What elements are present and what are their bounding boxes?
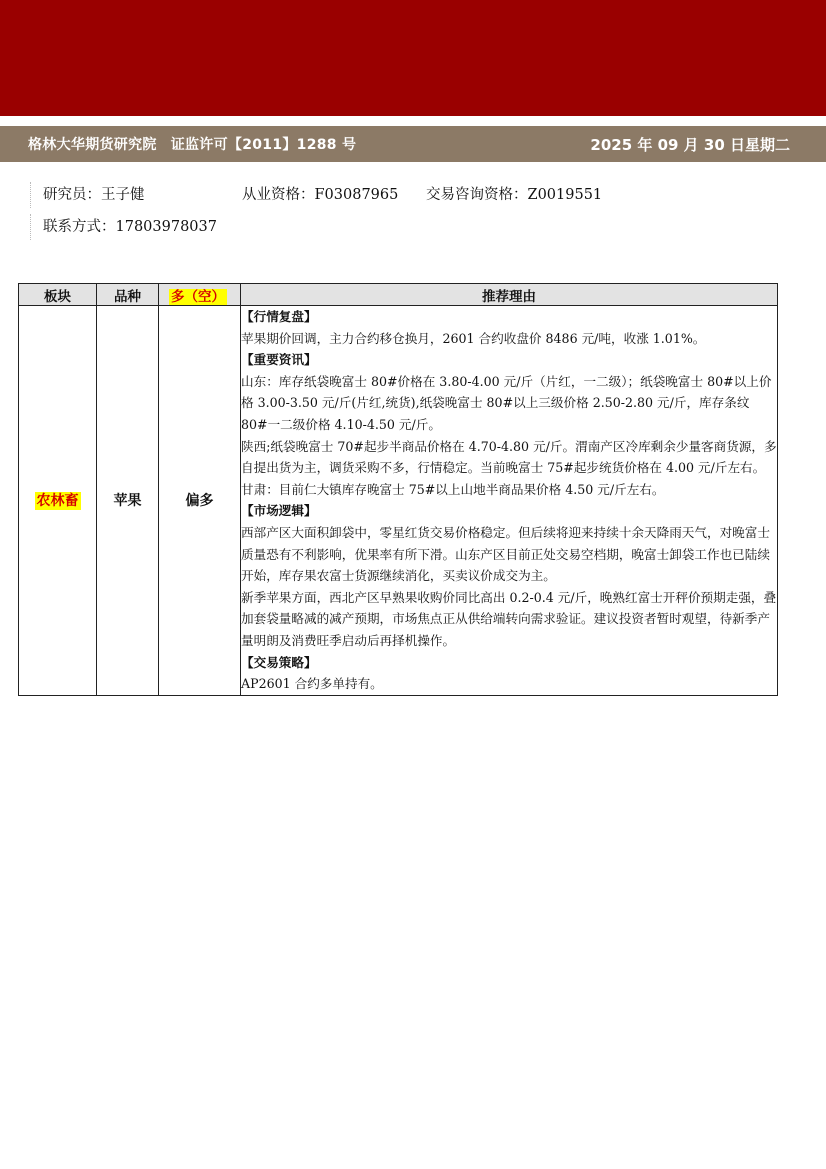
header-direction bbox=[159, 284, 241, 306]
analyst-line-2 bbox=[30, 214, 217, 240]
logic-paragraph-2: 新季苹果方面，西北产区早熟果收购价同比高出 0.2-0.4 元/斤，晚熟红富士开秤价预期走强，叠加套袋量略减的减产预期，市场焦点正从供给端转向需求验证。建议投资者暂时观望，待新季产量明朗及消费旺季启动后再择机操作。 bbox=[241, 589, 777, 648]
category-tag: 农林畜 bbox=[36, 493, 79, 510]
band-gap bbox=[0, 116, 826, 126]
table-row bbox=[19, 306, 778, 696]
title-bar bbox=[0, 126, 826, 162]
direction-cell: 偏多 bbox=[159, 306, 241, 696]
recommendation-table bbox=[18, 283, 778, 696]
top-red-band bbox=[0, 0, 826, 116]
header-category: 板块 bbox=[19, 284, 97, 306]
news-shaanxi: 陕西;纸袋晚富士 70#起步半商品价格在 4.70-4.80 元/斤。渭南产区冷库剩余少量客商货源，多自提出货为主，调货采购不多，行情稳定。当前晚富士 75#起步统货价格在 4.00 元/斤左右。 bbox=[241, 438, 777, 476]
table-header-row bbox=[19, 284, 778, 306]
institute-name: 格林大华期货研究院 bbox=[28, 137, 157, 153]
header-product: 品种 bbox=[97, 284, 159, 306]
qualification-number: 从业资格：F03087965 bbox=[242, 187, 399, 203]
product-cell: 苹果 bbox=[97, 306, 159, 696]
header-reason: 推荐理由 bbox=[241, 284, 778, 306]
title-left bbox=[28, 134, 356, 154]
analyst-info bbox=[30, 182, 603, 240]
category-cell bbox=[19, 306, 97, 696]
consult-qualification-number: 交易咨询资格：Z0019551 bbox=[426, 187, 603, 203]
logic-paragraph-1: 西部产区大面积卸袋中，零星红货交易价格稳定。但后续将迎来持续十余天降雨天气，对晚富士质量恐有不利影响，优果率有所下滑。山东产区目前正处交易空档期，晚富士卸袋工作也已陆续开始，库存果农富士货源继续消化，买卖议价成交为主。 bbox=[241, 524, 770, 584]
analyst-line-1 bbox=[30, 182, 603, 208]
researcher-name: 研究员：王子健 bbox=[43, 187, 145, 203]
news-gansu: 甘肃：目前仁大镇库存晚富士 75#以上山地半商品果价格 4.50 元/斤左右。 bbox=[241, 481, 665, 497]
review-paragraph: 苹果期价回调，主力合约移仓换月，2601 合约收盘价 8486 元/吨，收涨 1.01%。 bbox=[241, 330, 706, 346]
section-heading-review: 【行情复盘】 bbox=[241, 309, 317, 324]
news-shandong: 山东：库存纸袋晚富士 80#价格在 3.80-4.00 元/斤（片红，一二级）；纸袋晚富士 80#以上价格 3.00-3.50 元/斤(片红,统货),纸袋晚富士 80#以上三级价格 2.50-2.80 元/斤，库存条纹 80#一二级价格 4.10-4.50 元/斤。 bbox=[241, 373, 772, 432]
strategy-paragraph: AP2601 合约多单持有。 bbox=[241, 676, 383, 692]
report-date: 2025 年 09 月 30 日星期二 bbox=[590, 136, 790, 154]
section-heading-news: 【重要资讯】 bbox=[241, 352, 317, 368]
section-heading-logic: 【市场逻辑】 bbox=[241, 503, 317, 519]
contact-info: 联系方式：17803978037 bbox=[43, 219, 217, 235]
section-heading-strategy: 【交易策略】 bbox=[241, 654, 317, 670]
header-direction-label: 多（空） bbox=[171, 288, 225, 305]
reason-cell bbox=[241, 306, 778, 696]
license-number: 证监许可【2011】1288 号 bbox=[170, 137, 357, 153]
